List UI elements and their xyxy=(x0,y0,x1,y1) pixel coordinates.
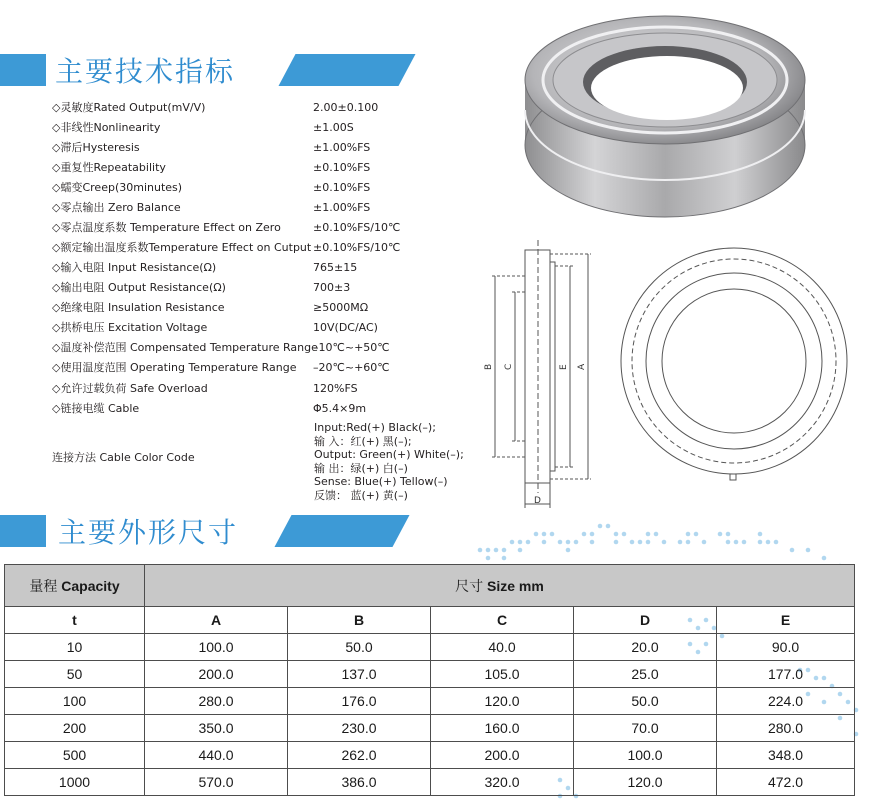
table-row: 50 200.0 137.0 105.0 25.0 177.0 xyxy=(5,661,855,688)
column-header: E xyxy=(717,607,855,634)
column-header: D xyxy=(574,607,717,634)
cable-line: Input:Red(+) Black(–); xyxy=(314,421,436,434)
table-row: 100 280.0 176.0 120.0 50.0 224.0 xyxy=(5,688,855,715)
cable-line: Output: Green(+) White(–); xyxy=(314,448,464,461)
table-column-header-row xyxy=(5,607,855,634)
dim-label-b: B xyxy=(484,363,494,370)
cable-color-code-label: 连接方法 Cable Color Code xyxy=(52,451,195,464)
cable-line: Sense: Blue(+) Tellow(–) xyxy=(314,475,448,488)
table-header-row xyxy=(5,565,855,607)
cable-line: 反馈： 蓝(+) 黄(–) xyxy=(314,488,408,502)
section2-title: 主要外形尺寸 xyxy=(58,516,239,549)
capacity-header: 量程 Capacity xyxy=(5,565,145,607)
cable-line: 输 出：绿(+) 白(–) xyxy=(314,461,408,475)
section1-title: 主要技术指标 xyxy=(55,55,236,88)
section2-bar-right xyxy=(274,515,409,547)
dim-label-e: E xyxy=(559,364,569,370)
dimensions-table xyxy=(4,564,855,796)
section1-bar-right xyxy=(278,54,415,86)
table-row: 10 100.0 50.0 40.0 20.0 90.0 xyxy=(5,634,855,661)
technical-drawing xyxy=(480,240,869,515)
size-header: 尺寸 Size mm xyxy=(145,565,855,607)
column-header: t xyxy=(5,607,145,634)
dim-label-c: C xyxy=(504,363,514,370)
front-view-middle-circle xyxy=(646,273,822,449)
product-photo xyxy=(515,10,815,220)
column-header: B xyxy=(288,607,431,634)
front-view-inner-circle xyxy=(662,289,806,433)
column-header: A xyxy=(145,607,288,634)
dim-label-a: A xyxy=(577,363,587,370)
side-view-flange xyxy=(550,262,555,471)
table-row: 1000 570.0 386.0 320.0 120.0 472.0 xyxy=(5,769,855,796)
cable-color-code-list xyxy=(314,421,464,502)
table-row: 500 440.0 262.0 200.0 100.0 348.0 xyxy=(5,742,855,769)
front-view-outer-circle xyxy=(621,248,847,474)
section1-bar-left xyxy=(0,54,46,86)
cable-exit xyxy=(730,474,736,480)
section2-bar-left xyxy=(0,515,46,547)
column-header: C xyxy=(431,607,574,634)
table-row: 200 350.0 230.0 160.0 70.0 280.0 xyxy=(5,715,855,742)
dim-label-d: D xyxy=(534,496,541,506)
cable-line: 输 入：红(+) 黑(–); xyxy=(314,434,412,448)
